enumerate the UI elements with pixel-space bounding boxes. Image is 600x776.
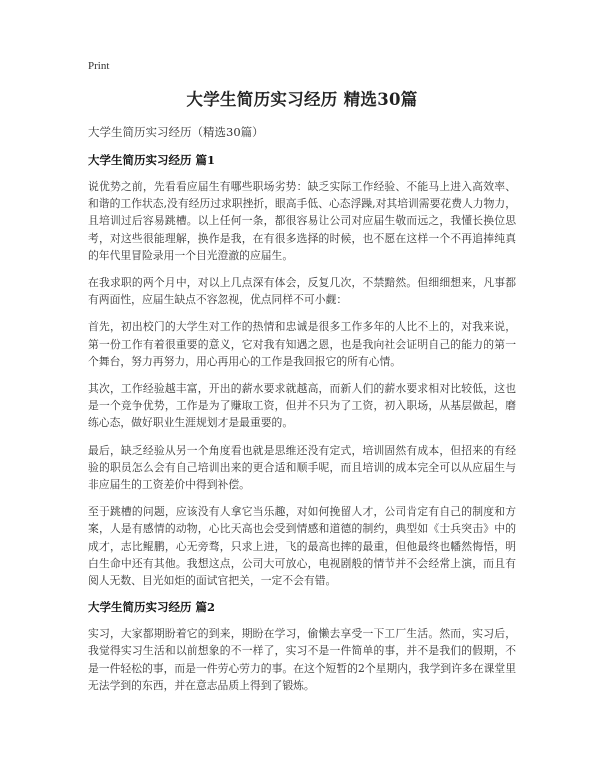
paragraph: 在我求职的两个月中，对以上几点深有体会，反复几次，不禁黯然。但细细想来，凡事都有两面性，应届生缺点不容忽视，优点同样不可小觑： bbox=[88, 276, 516, 307]
section-2 bbox=[88, 599, 516, 694]
paragraph: 首先，初出校门的大学生对工作的热情和忠诚是很多工作多年的人比不上的，对我来说，第一份工作有着很重要的意义，它对我有知遇之恩，也是我向社会证明自己的能力的第一个舞台，努力再努力，用心再用心的工作是我回报它的所有心情。 bbox=[88, 320, 516, 368]
paragraph: 至于跳槽的问题，应该没有人拿它当乐趣，对如何挽留人才，公司肯定有自己的制度和方案，人是有感情的动物，心比天高也会受到情感和道德的制约，典型如《士兵突击》中的成才，志比鲲鹏，心无旁骛，只求上进，飞的最高也摔的最重，但他最终也幡然悔悟，明白生命中还有其他。我想这点，公司大可放心，电视剧般的情节并不会经常上演，而且有阅人无数、目光如炬的面试官把关，一定不会有错。 bbox=[88, 505, 516, 588]
paragraph: 其次，工作经验越丰富，开出的薪水要求就越高，而新人们的薪水要求相对比较低，这也是一个竞争优势，工作是为了赚取工资，但并不只为了工资，初入职场，从基层做起，磨练心态，做好职业生涯规划才是最重要的。 bbox=[88, 382, 516, 430]
section-heading: 大学生简历实习经历 篇1 bbox=[88, 153, 216, 167]
paragraph: 实习，大家都期盼着它的到来，期盼在学习，偷懒去享受一下工厂生活。然而，实习后，我觉得实习生活和以前想象的不一样了，实习不是一件简单的事，并不是我们的假期，不是一件轻松的事，而是一件劳心劳力的事。在这个短暂的2个星期内，我学到许多在课堂里无法学到的东西，并在意志品质上得到了锻炼。 bbox=[88, 627, 516, 692]
paragraph: 说优势之前，先看看应届生有哪些职场劣势：缺乏实际工作经验、不能马上进入高效率、和谐的工作状态,没有经历过求职挫折，眼高手低、心态浮躁,对其培训需要花费人力物力，且培训过后容易跳槽。以上任何一条，都很容易让公司对应届生敬而远之，我懂长换位思考，对这些很能理解，换作是我，在有很多选择的时候，也不愿在这样一个不再追捧纯真的年代里冒险录用一个目光澄澈的应届生。 bbox=[88, 180, 516, 262]
section-1 bbox=[88, 152, 516, 589]
document-page bbox=[88, 60, 516, 704]
section-heading: 大学生简历实习经历 篇2 bbox=[88, 600, 216, 615]
paragraph: 最后，缺乏经验从另一个角度看也就是思维还没有定式，培训固然有成本，但招来的有经验的职员怎么会有自己培训出来的更合适和顺手呢，而且培训的成本完全可以从应届生与非应届生的工资差价中得到补偿。 bbox=[88, 443, 516, 492]
document-subtitle: 大学生简历实习经历（精选30篇） bbox=[88, 125, 264, 139]
print-link[interactable]: Print bbox=[88, 60, 110, 72]
document-title: 大学生简历实习经历 精选30篇 bbox=[186, 90, 418, 109]
